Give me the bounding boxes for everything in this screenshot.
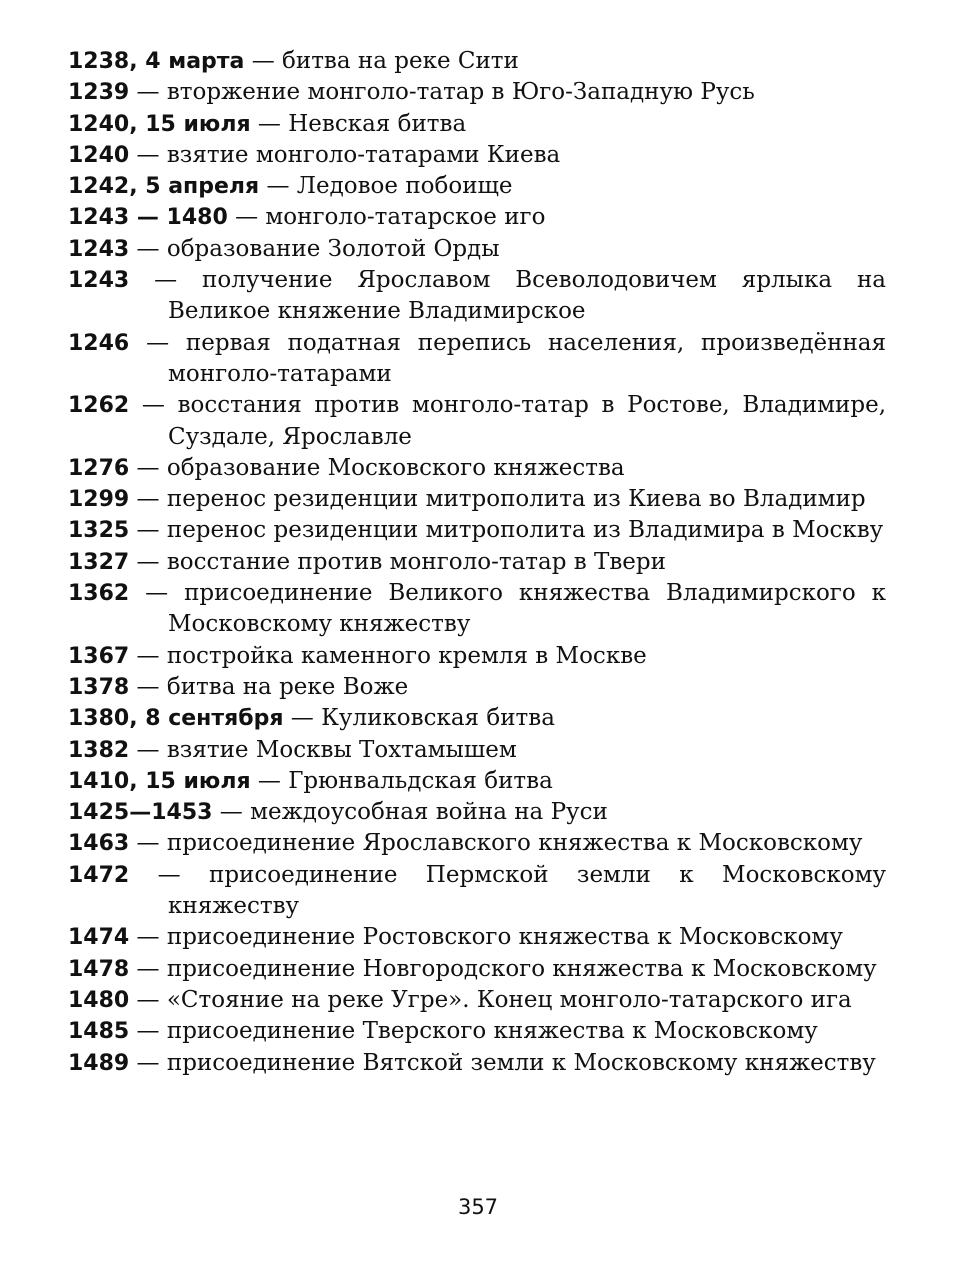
entry-text: первая податная перепись населения, произведённая монголо-татарами — [168, 329, 887, 387]
chronology-entry — [68, 922, 886, 953]
entry-date: 1480 — [68, 987, 130, 1013]
entry-text: «Стояние на реке Угре». Конец монголо-татарского ига — [166, 986, 852, 1013]
entry-separator: — — [129, 267, 203, 294]
chronology-entry — [68, 954, 886, 985]
chronology-entry — [68, 390, 886, 453]
chronology-entry — [68, 515, 886, 546]
entry-separator: — — [212, 799, 251, 826]
chronology-entry — [68, 703, 886, 734]
entry-date: 1380, 8 сентября — [68, 706, 284, 732]
chronology-entry — [68, 140, 886, 171]
entry-date: 1243 — [68, 236, 130, 262]
chronology-entry — [68, 46, 886, 77]
entry-text: присоединение Ростовского княжества к Московскому — [166, 924, 843, 951]
entry-separator: — — [129, 392, 178, 419]
entry-separator: — — [129, 329, 186, 356]
entry-date: 1239 — [68, 80, 130, 106]
entry-date: 1242, 5 апреля — [68, 174, 260, 200]
chronology-entry — [68, 766, 886, 797]
entry-date: 1410, 15 июля — [68, 768, 251, 794]
chronology-entry — [68, 828, 886, 859]
entry-date: 1243 — [68, 268, 130, 294]
entry-separator: — — [129, 673, 167, 700]
entry-separator: — — [250, 767, 289, 794]
chronology-entry — [68, 171, 886, 202]
entry-text: монголо-татарское иго — [265, 204, 546, 231]
entry-date: 1382 — [68, 737, 130, 763]
entry-separator: — — [129, 580, 185, 607]
entry-text: постройка каменного кремля в Москве — [166, 642, 647, 669]
entry-separator: — — [250, 110, 289, 137]
entry-text: битва на реке Воже — [166, 673, 409, 700]
entry-text: Невская битва — [288, 110, 467, 137]
entry-date: 1463 — [68, 831, 130, 857]
chronology-entry — [68, 672, 886, 703]
chronology-entry — [68, 453, 886, 484]
chronology-entry — [68, 234, 886, 265]
chronology-entry — [68, 202, 886, 233]
entry-separator: — — [129, 736, 167, 763]
entry-text: перенос резиденции митрополита из Киева во Владимир — [166, 486, 866, 513]
entry-date: 1478 — [68, 956, 130, 982]
entry-text: взятие монголо-татарами Киева — [166, 141, 561, 168]
entry-date: 1238, 4 марта — [68, 49, 245, 74]
chronology-entry — [68, 860, 886, 923]
entry-date: 1425—1453 — [68, 800, 213, 826]
entry-text: образование Золотой Орды — [166, 235, 500, 262]
entry-text: Ледовое побоище — [296, 173, 513, 200]
entry-separator: — — [129, 141, 167, 168]
entry-date: 1474 — [68, 925, 130, 951]
chronology-entry — [68, 985, 886, 1016]
entry-date: 1489 — [68, 1050, 130, 1076]
entry-text: присоединение Тверского княжества к Московскому — [166, 1018, 818, 1045]
entry-separator: — — [129, 1049, 167, 1076]
entry-date: 1472 — [68, 862, 130, 888]
entry-text: присоединение Вятской земли к Московскому княжеству — [166, 1049, 876, 1076]
entry-separator: — — [129, 830, 167, 857]
entry-date: 1367 — [68, 643, 130, 669]
chronology-entry — [68, 578, 886, 641]
entry-text: восстание против монголо-татар в Твери — [166, 548, 666, 575]
entry-text: восстания против монголо-татар в Ростове, Владимире, Суздале, Ярославле — [168, 392, 887, 450]
entry-separator: — — [129, 235, 167, 262]
entry-date: 1262 — [68, 393, 130, 419]
entry-date: 1327 — [68, 549, 130, 575]
chronology-entry — [68, 328, 886, 391]
chronology-entry — [68, 797, 886, 828]
entry-text: присоединение Великого княжества Владимирского к Московскому княжеству — [168, 580, 886, 638]
entry-separator: — — [129, 517, 167, 544]
entry-separator: — — [129, 548, 167, 575]
entry-separator: — — [129, 955, 167, 982]
entry-date: 1240, 15 июля — [68, 111, 251, 137]
chronology-entry — [68, 1048, 886, 1079]
chronology-entry — [68, 77, 886, 108]
entry-date: 1485 — [68, 1019, 130, 1045]
entry-separator: — — [227, 204, 266, 231]
entry-text: перенос резиденции митрополита из Владимира в Москву — [166, 517, 884, 544]
entry-separator: — — [129, 486, 167, 513]
entry-date: 1378 — [68, 674, 130, 700]
entry-separator: — — [129, 1018, 167, 1045]
chronology-entry — [68, 547, 886, 578]
entry-text: междоусобная война на Руси — [250, 799, 608, 826]
entry-text: битва на реке Сити — [282, 48, 519, 74]
entry-separator: — — [129, 79, 167, 106]
chronology-entry — [68, 265, 886, 328]
chronology-entry — [68, 484, 886, 515]
entry-separator: — — [129, 861, 209, 888]
entry-date: 1362 — [68, 581, 130, 607]
entry-separator: — — [129, 986, 167, 1013]
entry-separator: — — [129, 454, 167, 481]
chronology-entry — [68, 1016, 886, 1047]
entry-text: Куликовская битва — [321, 705, 555, 732]
entry-text: присоединение Пермской земли к Московскому княжеству — [168, 861, 886, 920]
entry-text: присоединение Ярославского княжества к Московскому — [166, 830, 863, 857]
entry-date: 1240 — [68, 142, 130, 168]
entry-text: Грюнвальдская битва — [288, 767, 553, 794]
chronology-entry — [68, 109, 886, 140]
entry-text: получение Ярославом Всеволодовичем ярлыка на Великое княжение Владимирское — [168, 267, 886, 325]
entry-separator: — — [129, 642, 167, 669]
entry-date: 1299 — [68, 487, 130, 513]
entry-separator: — — [259, 173, 297, 200]
entry-text: вторжение монголо-татар в Юго-Западную Русь — [166, 79, 755, 106]
chronology-entry — [68, 735, 886, 766]
entry-text: взятие Москвы Тохтамышем — [166, 736, 517, 763]
entry-separator: — — [129, 924, 167, 951]
entry-date: 1246 — [68, 330, 130, 356]
entry-text: образование Московского княжества — [166, 454, 625, 481]
entry-separator: — — [244, 48, 283, 74]
entry-separator: — — [283, 705, 322, 732]
page-number: 357 — [457, 1195, 499, 1219]
chronology-entry — [68, 641, 886, 672]
chronology-list — [68, 46, 886, 1079]
entry-date: 1325 — [68, 518, 130, 544]
entry-text: присоединение Новгородского княжества к Московскому — [166, 955, 877, 982]
entry-date: 1243 — 1480 — [68, 205, 228, 231]
entry-date: 1276 — [68, 455, 130, 481]
